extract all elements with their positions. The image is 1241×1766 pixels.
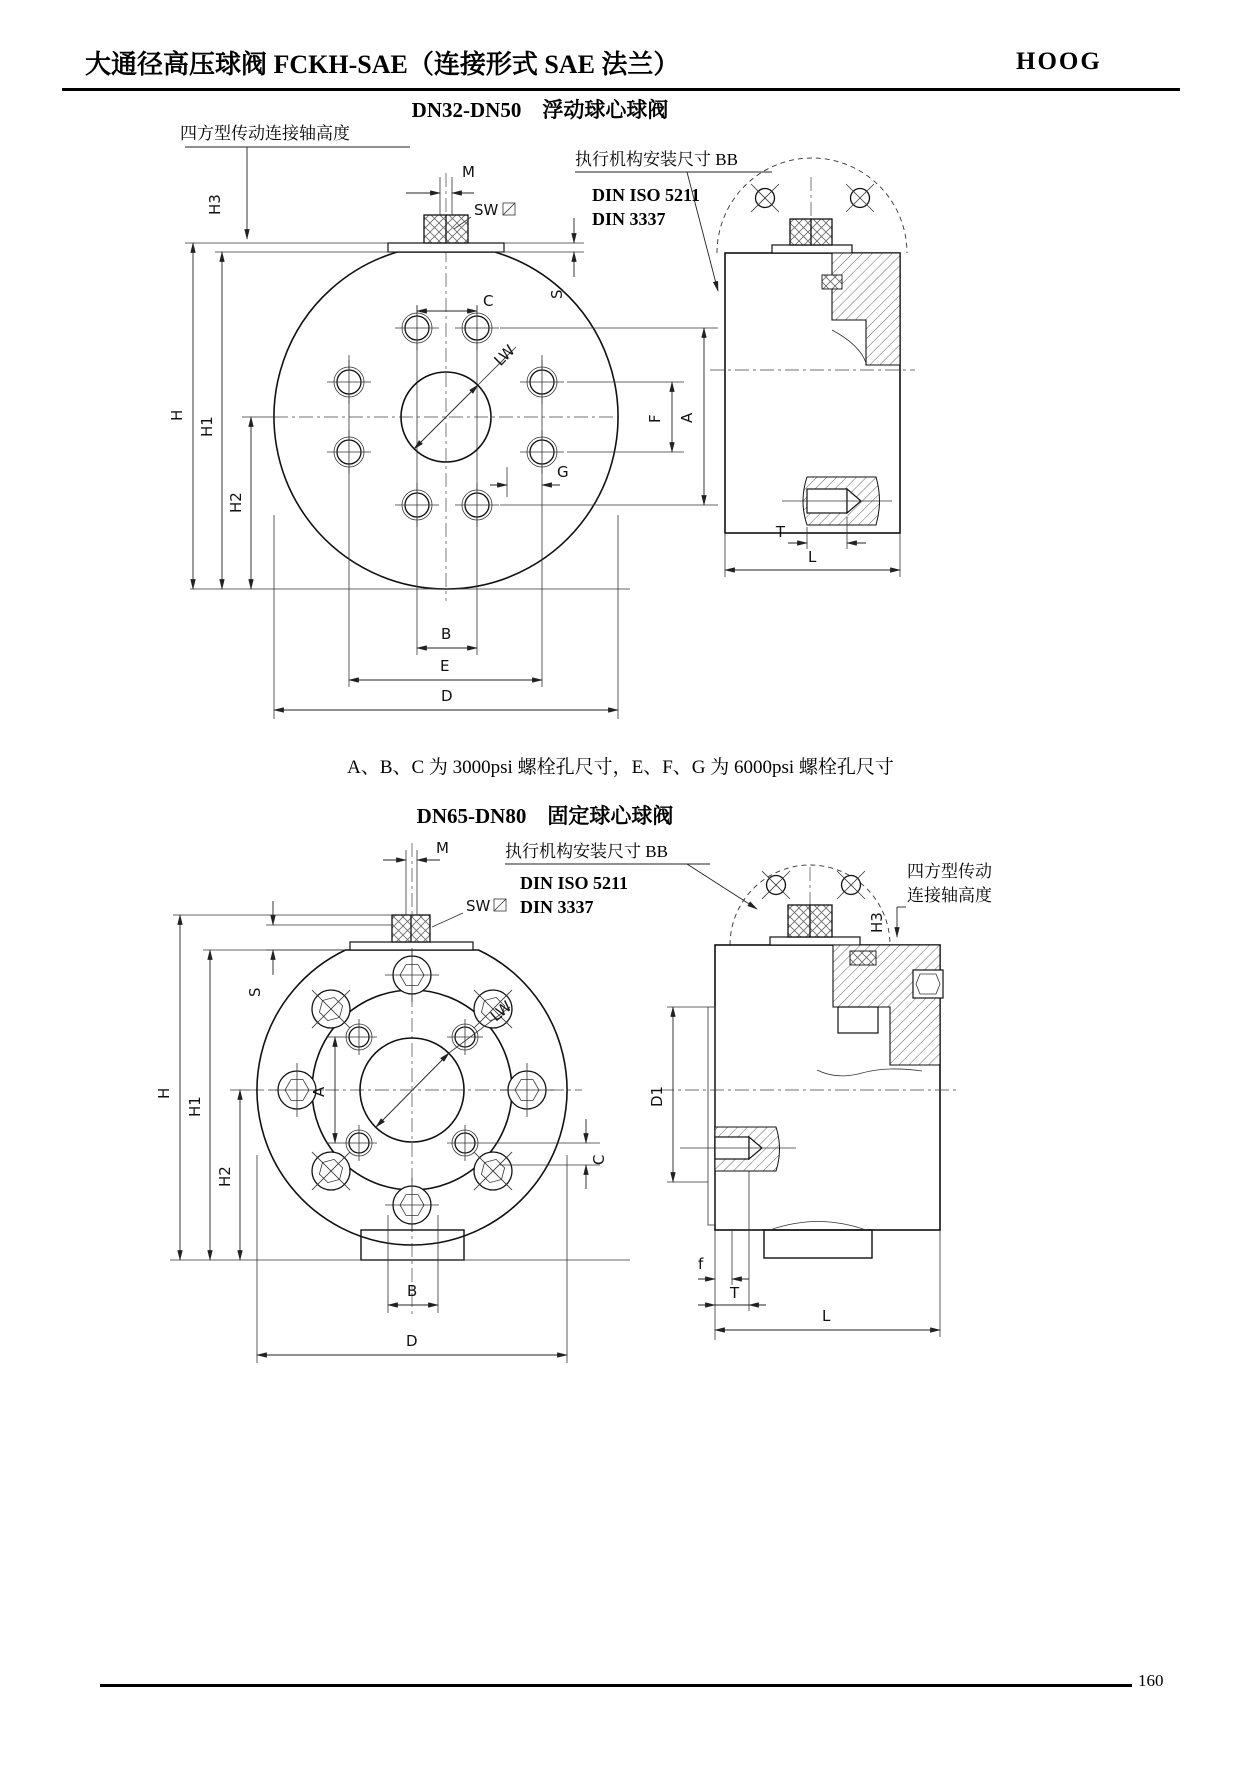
front-view-dn32 xyxy=(168,163,718,719)
dim-label-sw2: SW xyxy=(466,897,491,915)
square-shaft-note-2a: 四方型传动 xyxy=(907,862,992,881)
din-3337-note-2: DIN 3337 xyxy=(520,897,594,917)
dim-label-f1: F xyxy=(646,414,664,423)
dim-label-t2: T xyxy=(730,1284,740,1302)
technical-drawing-2 xyxy=(70,755,1130,1405)
dim-label-sw1: SW xyxy=(474,201,499,219)
dim-label-lw1: LW xyxy=(490,341,519,370)
dim-label-c1: C xyxy=(483,292,494,310)
dim-label-m1: M xyxy=(462,163,475,181)
psi-note: A、B、C 为 3000psi 螺栓孔尺寸，E、F、G 为 6000psi 螺栓孔尺寸 xyxy=(347,757,894,778)
dim-label-l1: L xyxy=(808,548,817,566)
page-number: 160 xyxy=(1138,1671,1164,1690)
actuator-note-2: 执行机构安装尺寸 BB xyxy=(505,842,668,861)
section2-title: DN65-DN80 固定球心球阀 xyxy=(416,804,674,828)
din-3337-note-1: DIN 3337 xyxy=(592,209,666,229)
dim-label-h2: H2 xyxy=(227,492,245,513)
square-drive-symbol-2 xyxy=(494,899,506,911)
dim-label-b2: B xyxy=(407,1282,418,1300)
dim-label-a2: A xyxy=(310,1086,328,1097)
dim-label-e1: E xyxy=(440,657,450,675)
dim-label-h1-2: H1 xyxy=(186,1096,204,1117)
dim-label-f2: f xyxy=(698,1255,704,1273)
side-view-dn32 xyxy=(710,158,915,577)
dim-label-lw2: LW xyxy=(486,997,516,1026)
actuator-note-1: 执行机构安装尺寸 BB xyxy=(575,150,738,169)
dim-label-h2-2: H2 xyxy=(216,1166,234,1187)
square-drive-symbol-1 xyxy=(503,203,515,215)
dim-label-s1: S xyxy=(548,289,566,299)
dim-label-h-2: H xyxy=(155,1087,173,1099)
dim-label-h1: H1 xyxy=(198,416,216,437)
dim-label-h: H xyxy=(168,409,186,421)
dim-label-b1: B xyxy=(441,625,452,643)
dim-label-s2: S xyxy=(246,987,264,997)
section1-title: DN32-DN50 浮动球心球阀 xyxy=(411,98,669,122)
dim-label-d1: D xyxy=(441,687,453,705)
square-shaft-note-1: 四方型传动连接轴高度 xyxy=(180,124,350,143)
dim-label-c2: C xyxy=(590,1154,608,1165)
dim-label-a1: A xyxy=(678,412,696,423)
header-rule xyxy=(62,88,1180,91)
din-iso-5211-note-1: DIN ISO 5211 xyxy=(592,185,701,205)
dim-label-m2: M xyxy=(436,839,449,857)
square-shaft-note-2b: 连接轴高度 xyxy=(907,886,992,905)
technical-drawing-1 xyxy=(70,115,1130,740)
footer-rule xyxy=(100,1684,1132,1687)
page-title: 大通径高压球阀 FCKH-SAE（连接形式 SAE 法兰） xyxy=(85,50,680,79)
side-view-dn65 xyxy=(648,865,960,1340)
front-view-dn65 xyxy=(155,839,630,1363)
dim-label-t1: T xyxy=(775,523,785,541)
dim-label-g1: G xyxy=(557,463,569,481)
din-iso-5211-note-2: DIN ISO 5211 xyxy=(520,873,629,893)
dim-label-d1-2: D1 xyxy=(648,1085,666,1107)
dim-label-h3: H3 xyxy=(206,194,224,215)
dim-label-l2: L xyxy=(822,1307,831,1325)
dim-label-d2: D xyxy=(406,1332,418,1350)
brand-logo: HOOG xyxy=(1016,48,1102,75)
dim-label-h3-2: H3 xyxy=(868,912,886,933)
